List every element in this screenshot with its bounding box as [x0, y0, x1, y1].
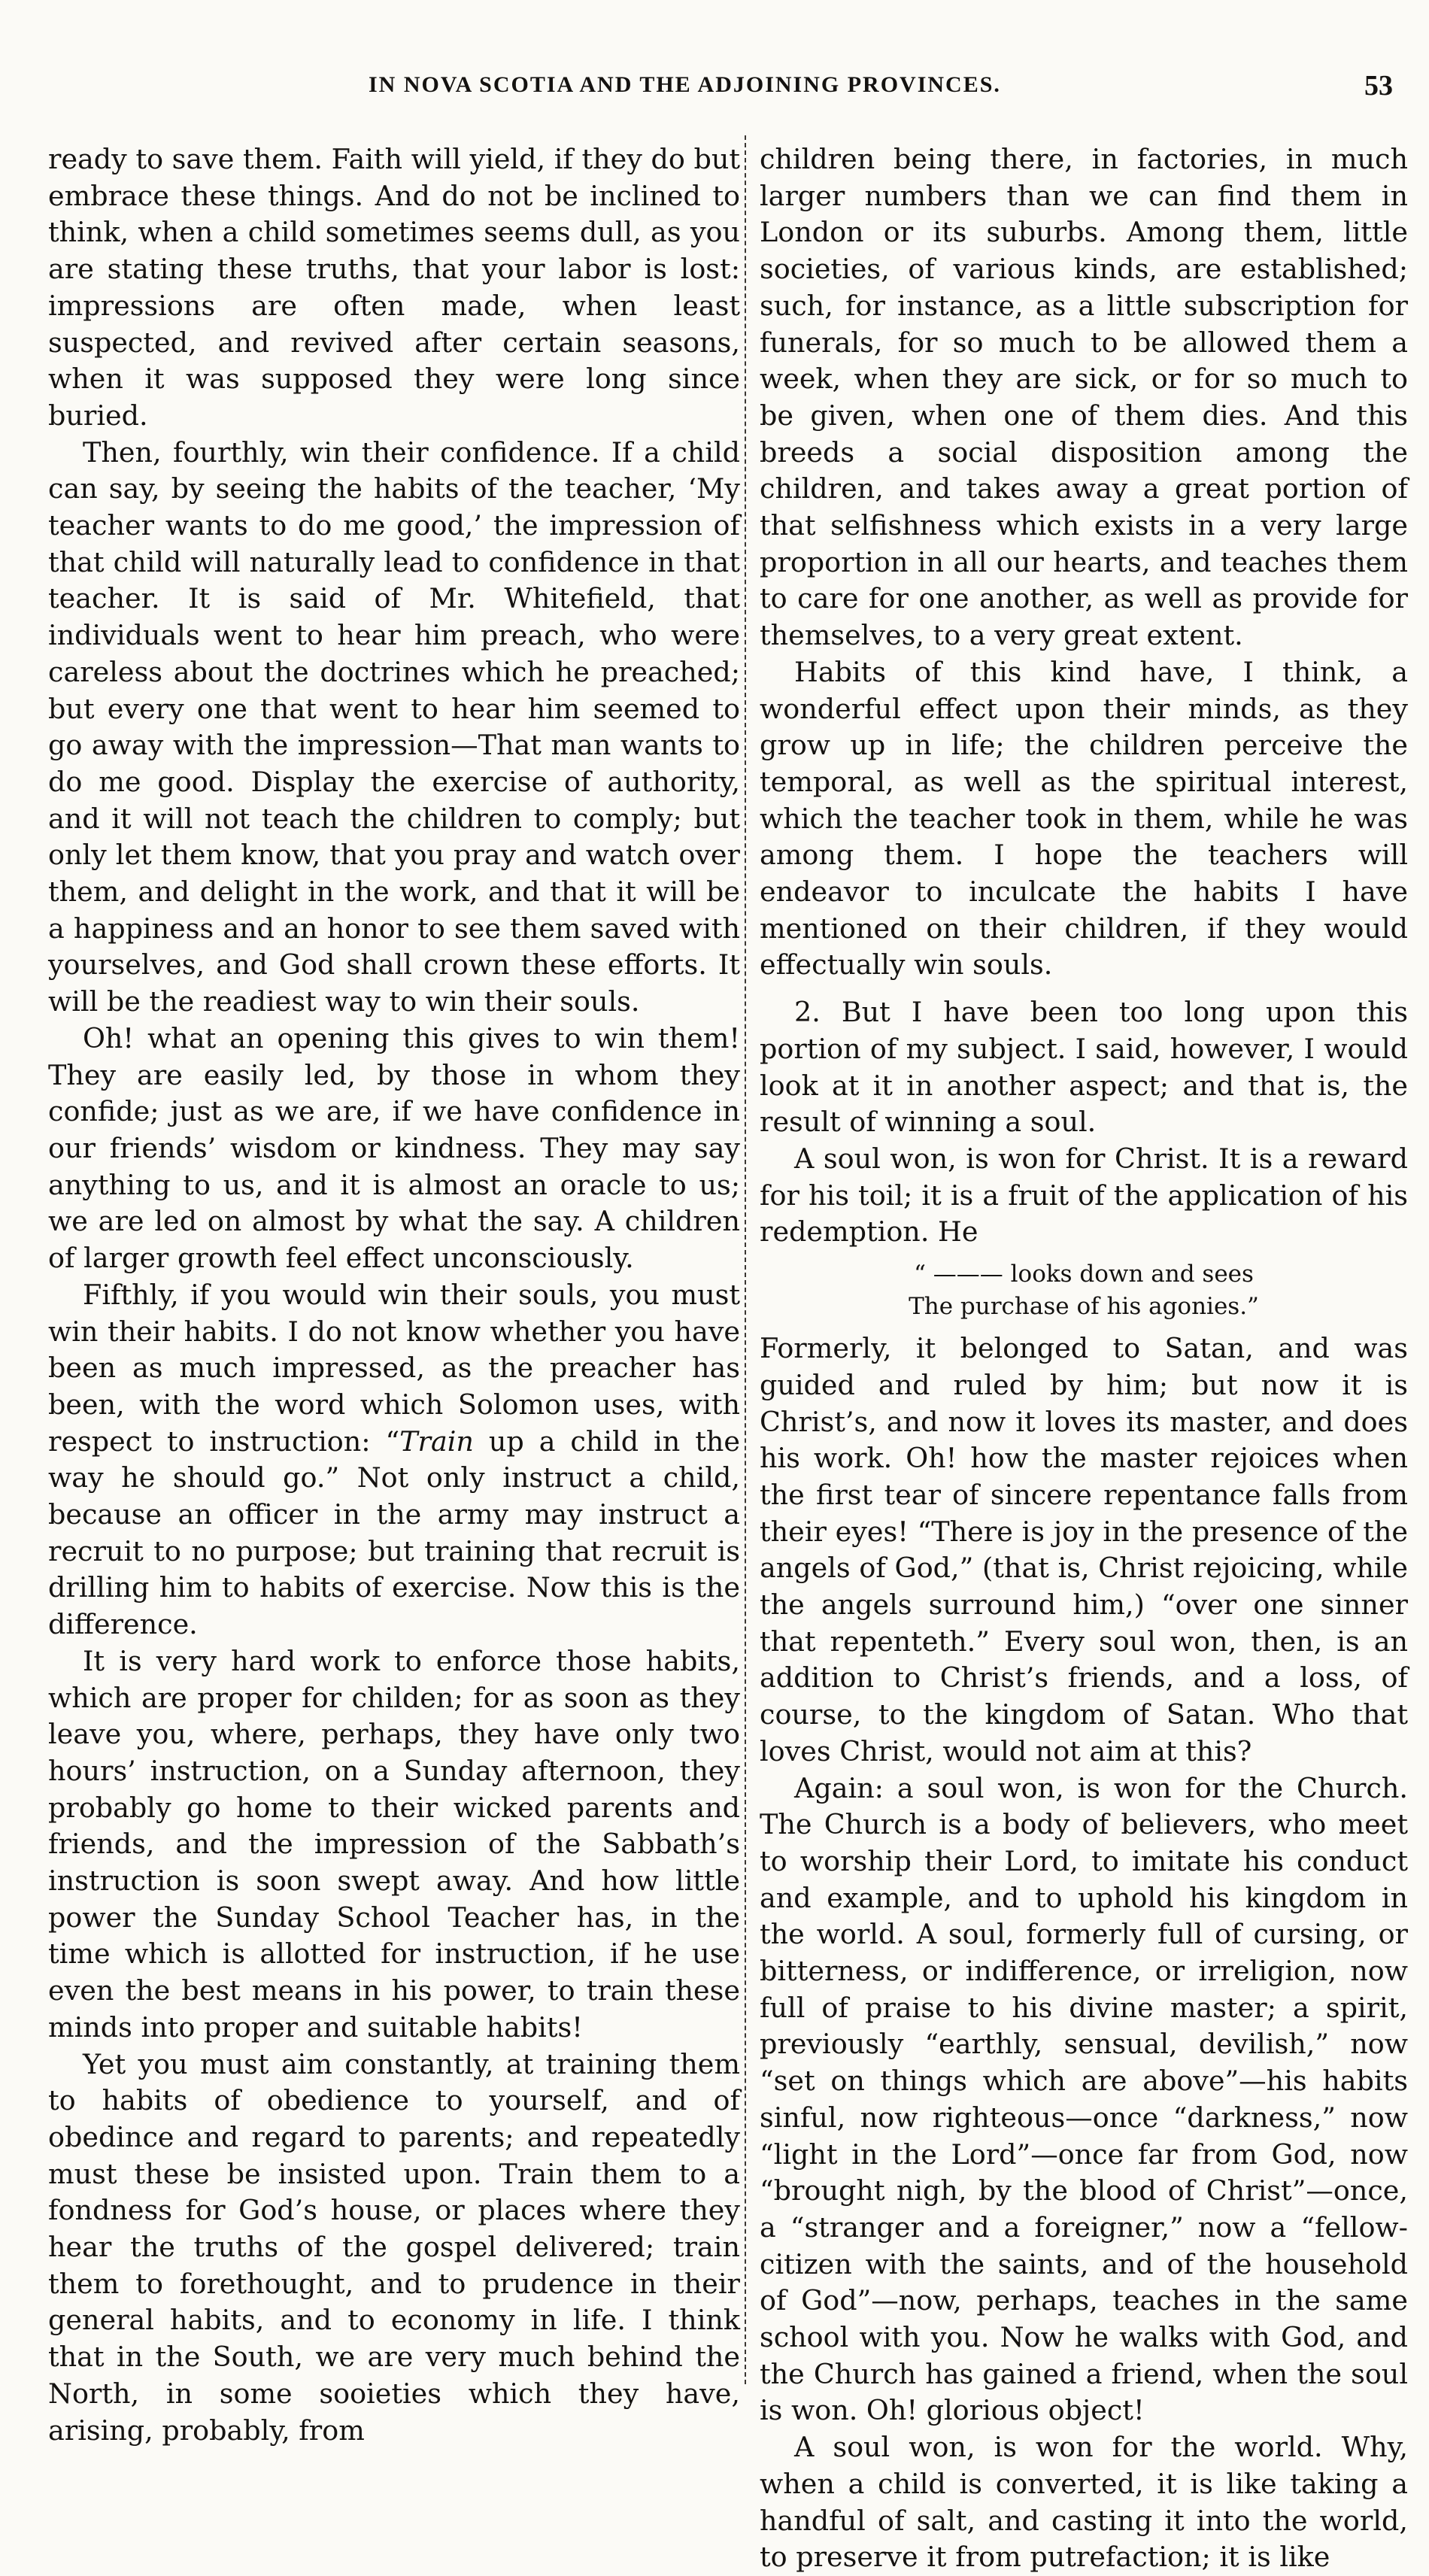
paragraph: It is very hard work to enforce those habits, which are proper for childen; for as soon as they leave you, where, perhaps, they have only two hours’ instruction, on a Sunday afternoon, they probably go home to their wicked parents and friends, and the impression of the Sabbath’s instruction is soon swept away. And how little power the Sunday School Teacher has, in the time which is allotted for instruction, if he use even the best means in his power, to train these minds into proper and suitable habits! [48, 1644, 740, 2044]
paragraph: A soul won, is won for Christ. It is a reward for his toil; it is a fruit of the application of his redemption. He [760, 1142, 1408, 1249]
paragraph: Habits of this kind have, I think, a wonderful effect upon their minds, as they grow up in life; the children perceive the temporal, as well as the spiritual interest, which the teacher took in them, while he was among them. I hope the teachers will endeavor to inculcate the habits I have mentioned on their children, if they would effectually win souls. [760, 655, 1408, 982]
quote-line: The purchase of his agonies.” [909, 1293, 1259, 1321]
left-column [48, 141, 740, 2449]
paragraph: A soul won, is won for the world. Why, when a child is converted, it is like taking a handful of salt, and casting it into the world, to preserve it from putrefaction; it is like [760, 2431, 1408, 2574]
paragraph: 2. But I have been too long upon this portion of my subject. I said, however, I would look at it in another aspect; and that is, the result of winning a soul. [760, 996, 1408, 1139]
text-span: Fifthly, if you would win their souls, you must win their habits. I do not know whether you have been as much impressed, as the preacher has been, with the word which Solomon uses, with respect to instruction: “ [48, 1278, 740, 1458]
quote-line: “ ——— looks down and sees [914, 1261, 1254, 1288]
header-title: IN NOVA SCOTIA AND THE ADJOINING PROVINCES. [369, 72, 1001, 97]
text-span: up a child in the way he should go.” Not only instruct a child, because an officer in the army may instruct a recruit to no purpose; but training that recruit is drilling him to habits of exercise. Now this is the difference. [48, 1425, 740, 1641]
page-number: 53 [1364, 70, 1393, 102]
paragraph: Formerly, it belonged to Satan, and was guided and ruled by him; but now it is Christ’s, and now it loves its master, and does his work. Oh! how the master rejoices when the first tear of sincere repentance falls from their eyes! “There is joy in the presence of the angels of God,” (that is, Christ rejoicing, while the angels surround him,) “over one sinner that repenteth.” Every soul won, then, is an addition to Christ’s friends, and a loss, of course, to the kingdom of Satan. Who that loves Christ, would not aim at this? [760, 1332, 1408, 1767]
running-header [30, 72, 1399, 110]
italic-word: Train [399, 1425, 474, 1458]
right-column [760, 141, 1408, 2576]
paragraph: Oh! what an opening this gives to win them! They are easily led, by those in whom they confide; just as we are, if we have confidence in our friends’ wisdom or kindness. They may say anything to us, and it is almost an oracle to us; we are led on almost by what the say. A children of larger growth feel effect unconsciously. [48, 1021, 740, 1275]
paragraph [48, 1277, 740, 1643]
paragraph: Yet you must aim constantly, at training them to habits of obedience to yourself, and of obedince and regard to parents; and repeatedly must these be insisted upon. Train them to a fondness for God’s house, or places where they hear the truths of the gospel delivered; train them to forethought, and to prudence in their general habits, and to economy in life. I think that in the South, we are very much behind the North, in some sooieties which they have, arising, probably, from [48, 2047, 740, 2447]
verse-quote [760, 1258, 1408, 1323]
paragraph: Then, fourthly, win their confidence. If a child can say, by seeing the habits of the teacher, ‘My teacher wants to do me good,’ the impression of that child will naturally lead to confidence in that teacher. It is said of Mr. Whitefield, that individuals went to hear him preach, who were careless about the doctrines which he preached; but every one that went to hear him seemed to go away with the impression—That man wants to do me good. Display the exercise of authority, and it will not teach the children to comply; but only let them know, that you pray and watch over them, and delight in the work, and that it will be a happiness and an honor to see them saved with yourselves, and God shall crown these efforts. It will be the readiest way to win their souls. [48, 435, 740, 1018]
column-divider [745, 135, 746, 2384]
paragraph: ready to save them. Faith will yield, if they do but embrace these things. And do not be inclined to think, when a child sometimes seems dull, as you are stating these truths, that your labor is lost: impressions are often made, when least suspected, and revived after certain seasons, when it was supposed they were long since buried. [48, 143, 740, 432]
paragraph: children being there, in factories, in much larger numbers than we can find them in London or its suburbs. Among them, little societies, of various kinds, are established; such, for instance, as a little subscription for funerals, for so much to be allowed them a week, when they are sick, or for so much to be given, when one of them dies. And this breeds a social disposition among the children, and takes away a great portion of that selfishness which exists in a very large proportion in all our hearts, and teaches them to care for one another, as well as provide for themselves, to a very great extent. [760, 143, 1408, 652]
paragraph: Again: a soul won, is won for the Church. The Church is a body of believers, who meet to worship their Lord, to imitate his conduct and example, and to uphold his kingdom in the world. A soul, formerly full of cursing, or bitterness, or indifference, or irreligion, now full of praise to his divine master; a spirit, previously “earthly, sensual, devilish,” now “set on things which are above”—his habits sinful, now righteous—once “darkness,” now “light in the Lord”—once far from God, now “brought nigh, by the blood of Christ”—once, a “stranger and a foreigner,” now a “fellow-citizen with the saints, and of the household of God”—now, perhaps, teaches in the same school with you. Now he walks with God, and the Church has gained a friend, when the soul is won. Oh! glorious object! [760, 1771, 1408, 2427]
